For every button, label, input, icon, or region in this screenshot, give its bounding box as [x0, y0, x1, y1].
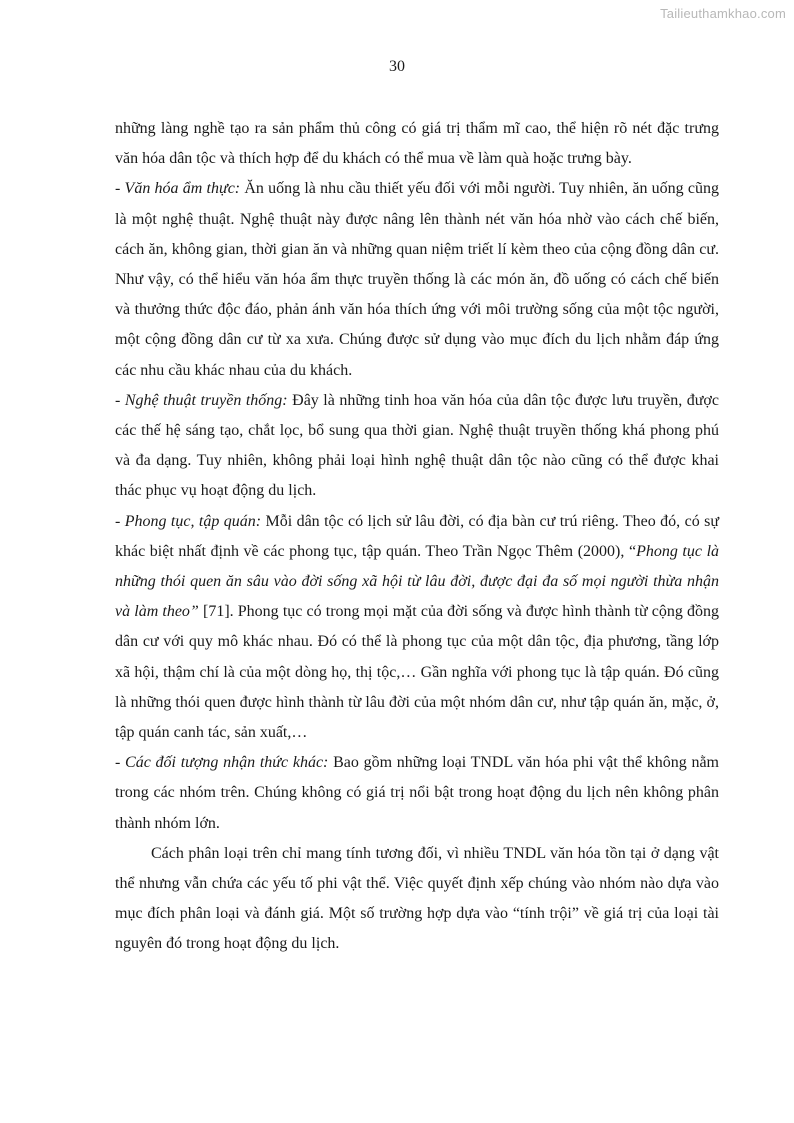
paragraph-text: Ăn uống là nhu cầu thiết yếu đối với mỗi người. Tuy nhiên, ăn uống cũng là một nghệ thuật. Nghệ thuật này được nâng lên thành nét văn hóa nhờ vào cách chế biến, cách ăn, không gian, thời gian ăn và những quan niệm triết lí kèm theo của cộng đồng dân cư. Như vậy, có thể hiểu văn hóa ẩm thực truyền thống là các món ăn, đồ uống có cách chế biến và thưởng thức độc đáo, phản ánh văn hóa thích ứng với môi trường sống của một tộc người, một cộng đồng dân cư từ xa xưa. Chúng được sử dụng vào mục đích du lịch nhằm đáp ứng các nhu cầu khác nhau của du khách. [115, 180, 719, 379]
paragraph-conclusion: Cách phân loại trên chỉ mang tính tương đối, vì nhiều TNDL văn hóa tồn tại ở dạng vật thể nhưng vẫn chứa các yếu tố phi vật thể. Việc quyết định xếp chúng vào nhóm nào dựa vào mục đích phân loại và đánh giá. Một số trường hợp dựa vào “tính trội” về giá trị của loại tài nguyên đó trong hoạt động du lịch. [115, 844, 719, 953]
paragraph-text: Bao gồm những loại TNDL văn hóa phi vật thể không nằm trong các nhóm trên. Chúng không có giá trị nổi bật trong hoạt động du lịch nên không phân thành nhóm lớn. [115, 754, 719, 832]
quotation: Phong tục là những thói quen ăn sâu vào đời sống xã hội từ lâu đời, được đại đa số mọi người thừa nhận và làm theo” [115, 542, 720, 621]
paragraph-text: Mỗi dân tộc có lịch sử lâu đời, có địa bàn cư trú riêng. Theo đó, có sự khác biệt nhất định về các phong tục, tập quán. Theo Trần Ngọc Thêm (2000), “ [115, 512, 720, 560]
term-label: - Văn hóa ẩm thực: [115, 180, 241, 198]
term-label: - Phong tục, tập quán: [115, 512, 262, 530]
term-label: - Các đối tượng nhận thức khác: [115, 754, 329, 772]
paragraph-phong-tuc [115, 507, 719, 749]
paragraph-text: [71]. Phong tục có trong mọi mặt của đời sống và được hình thành từ cộng đồng dân cư với quy mô khác nhau. Đó có thể là phong tục của một dân tộc, địa phương, tầng lớp xã hội, thậm chí là của một dòng họ, thị tộc,… Gần nghĩa với phong tục là tập quán. Đó cũng là những thói quen được hình thành từ lâu đời của một nhóm dân cư, như tập quán ăn, mặc, ở, tập quán canh tác, sản xuất,… [115, 603, 720, 742]
paragraph-text: Đây là những tinh hoa văn hóa của dân tộc được lưu truyền, được các thế hệ sáng tạo, chắt lọc, bổ sung qua thời gian. Nghệ thuật truyền thống khá phong phú và đa dạng. Tuy nhiên, không phải loại hình nghệ thuật dân tộc nào cũng có thể được khai thác phục vụ hoạt động du lịch. [115, 391, 719, 500]
watermark: Tailieuthamkhao.com [660, 6, 786, 21]
paragraph-intro: những làng nghề tạo ra sản phẩm thủ công có giá trị thẩm mĩ cao, thể hiện rõ nét đặc trưng văn hóa dân tộc và thích hợp để du khách có thể mua về làm quà hoặc trưng bày. [115, 120, 719, 168]
term-label: - Nghệ thuật truyền thống: [115, 391, 288, 409]
paragraph-doi-tuong-khac [115, 748, 719, 839]
paragraph-nghe-thuat [115, 386, 719, 507]
paragraph-am-thuc [115, 174, 719, 385]
page-number: 30 [389, 58, 405, 75]
document-body [115, 114, 719, 960]
